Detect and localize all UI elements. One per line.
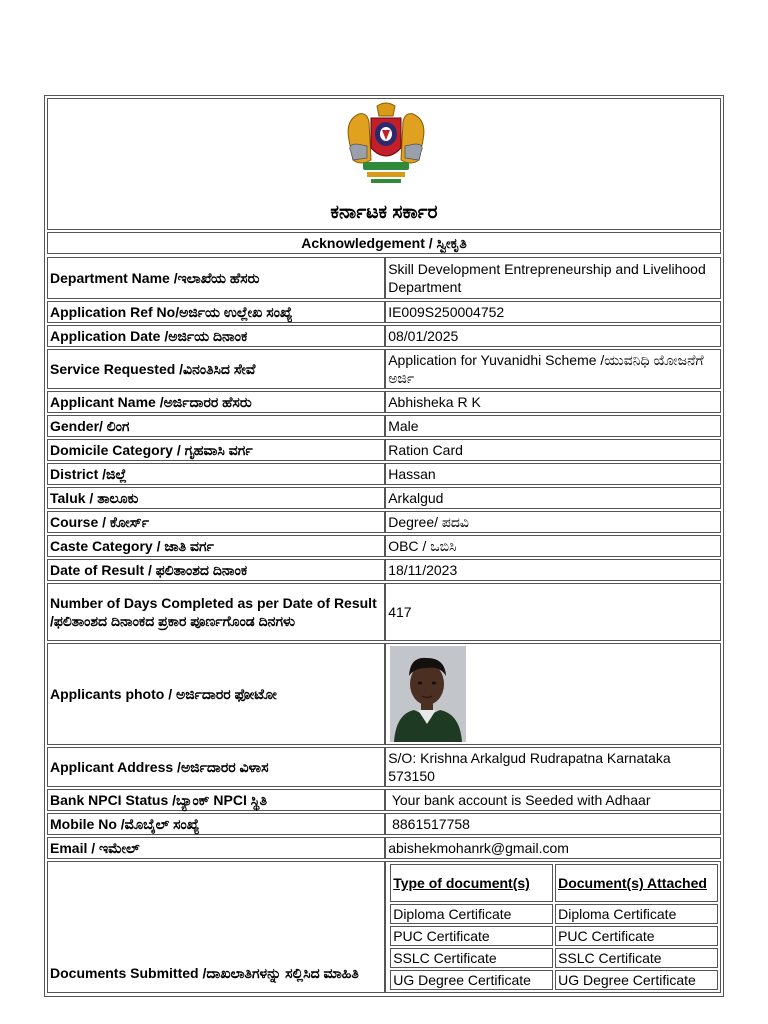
doc-attached-header: Document(s) Attached xyxy=(555,864,718,902)
table-row xyxy=(390,948,718,968)
row-value: Arkalgud xyxy=(385,487,721,509)
documents-header-row xyxy=(390,864,718,902)
row-value: Abhisheka R K xyxy=(385,391,721,413)
table-row xyxy=(47,487,721,509)
row-label: Email / ಇಮೇಲ್ xyxy=(47,837,385,859)
photo-cell xyxy=(385,643,721,745)
table-row xyxy=(47,747,721,787)
row-value: Application for Yuvanidhi Scheme /ಯುವನಿಧಿ ಯೋಜನೆಗೆ ಅರ್ಜಿ xyxy=(385,349,721,389)
table-row xyxy=(47,559,721,581)
acknowledgement-document xyxy=(44,95,724,997)
table-row xyxy=(47,349,721,389)
table-row xyxy=(390,904,718,924)
row-label: Course / ಕೋರ್ಸ್ xyxy=(47,511,385,533)
table-row xyxy=(47,301,721,323)
row-value: Your bank account is Seeded with Adhaar xyxy=(385,789,721,811)
row-value: Skill Development Entrepreneurship and Livelihood Department xyxy=(385,257,721,299)
table-row xyxy=(47,463,721,485)
row-value: 18/11/2023 xyxy=(385,559,721,581)
doc-attached: SSLC Certificate xyxy=(555,948,718,968)
row-label: Department Name /ಇಲಾಖೆಯ ಹೆಸರು xyxy=(47,257,385,299)
row-label: Date of Result / ಫಲಿತಾಂಶದ ದಿನಾಂಕ xyxy=(47,559,385,581)
table-row xyxy=(47,415,721,437)
table-row xyxy=(47,535,721,557)
doc-type: Diploma Certificate xyxy=(390,904,553,924)
doc-attached: UG Degree Certificate xyxy=(555,970,718,990)
doc-type-header: Type of document(s) xyxy=(390,864,553,902)
documents-label: Documents Submitted /ದಾಖಲಾತಿಗಳನ್ನು ಸಲ್ಲಿಸಿದ ಮಾಹಿತಿ xyxy=(47,861,385,993)
row-value: Male xyxy=(385,415,721,437)
table-row xyxy=(47,813,721,835)
photo-row xyxy=(47,643,721,745)
row-value: 08/01/2025 xyxy=(385,325,721,347)
row-label: Service Requested /ವಿನಂತಿಸಿದ ಸೇವೆ xyxy=(47,349,385,389)
doc-attached: PUC Certificate xyxy=(555,926,718,946)
row-label: Bank NPCI Status /ಬ್ಯಾಂಕ್ NPCI ಸ್ಥಿತಿ xyxy=(47,789,385,811)
row-label: Gender/ ಲಿಂಗ xyxy=(47,415,385,437)
documents-table xyxy=(388,862,720,992)
row-value: Degree/ ಪದವಿ xyxy=(385,511,721,533)
row-value: IE009S250004752 xyxy=(385,301,721,323)
row-value: 417 xyxy=(385,583,721,641)
row-label: Applicant Address /ಅರ್ಜಿದಾರರ ವಿಳಾಸ xyxy=(47,747,385,787)
row-label: Number of Days Completed as per Date of Result /ಫಲಿತಾಂಶದ ದಿನಾಂಕದ ಪ್ರಕಾರ ಪೂರ್ಣಗೊಂಡ ದಿನಗಳು xyxy=(47,583,385,641)
row-label: Mobile No /ಮೊಬೈಲ್ ಸಂಖ್ಯೆ xyxy=(47,813,385,835)
table-row xyxy=(47,325,721,347)
applicant-photo xyxy=(390,646,466,742)
table-row xyxy=(47,789,721,811)
table-row xyxy=(47,837,721,859)
government-title: ಕರ್ನಾಟಕ ಸರ್ಕಾರ xyxy=(330,202,438,223)
header-cell xyxy=(47,98,721,230)
table-row xyxy=(47,511,721,533)
acknowledgement-heading: Acknowledgement / ಸ್ವೀಕೃತಿ xyxy=(47,232,721,254)
row-label: District /ಜಿಲ್ಲೆ xyxy=(47,463,385,485)
table-row xyxy=(47,583,721,641)
row-label: Domicile Category / ಗೃಹವಾಸಿ ವರ್ಗ xyxy=(47,439,385,461)
row-value: Ration Card xyxy=(385,439,721,461)
doc-type: UG Degree Certificate xyxy=(390,970,553,990)
row-value: 8861517758 xyxy=(385,813,721,835)
row-label: Taluk / ತಾಲೂಕು xyxy=(47,487,385,509)
table-row xyxy=(390,926,718,946)
doc-type: SSLC Certificate xyxy=(390,948,553,968)
email-value: abishekmohanrk@gmail.com xyxy=(385,837,721,859)
row-value: OBC / ಒಬಿಸಿ xyxy=(385,535,721,557)
documents-row xyxy=(47,861,721,993)
doc-type: PUC Certificate xyxy=(390,926,553,946)
row-label: Caste Category / ಜಾತಿ ವರ್ಗ xyxy=(47,535,385,557)
application-details-table xyxy=(47,255,721,995)
documents-cell xyxy=(385,861,721,993)
row-label: Application Date /ಅರ್ಜಿಯ ದಿನಾಂಕ xyxy=(47,325,385,347)
row-value: Hassan xyxy=(385,463,721,485)
karnataka-emblem-icon xyxy=(341,100,431,188)
table-row xyxy=(47,439,721,461)
row-label: Application Ref No/ಅರ್ಜಿಯ ಉಲ್ಲೇಖ ಸಂಖ್ಯೆ xyxy=(47,301,385,323)
doc-attached: Diploma Certificate xyxy=(555,904,718,924)
table-row xyxy=(47,391,721,413)
row-value: S/O: Krishna Arkalgud Rudrapatna Karnataka 573150 xyxy=(385,747,721,787)
table-row xyxy=(47,257,721,299)
photo-label: Applicants photo / ಅರ್ಜಿದಾರರ ಫೋಟೋ xyxy=(47,643,385,745)
table-row xyxy=(390,970,718,990)
row-label: Applicant Name /ಅರ್ಜಿದಾರರ ಹೆಸರು xyxy=(47,391,385,413)
